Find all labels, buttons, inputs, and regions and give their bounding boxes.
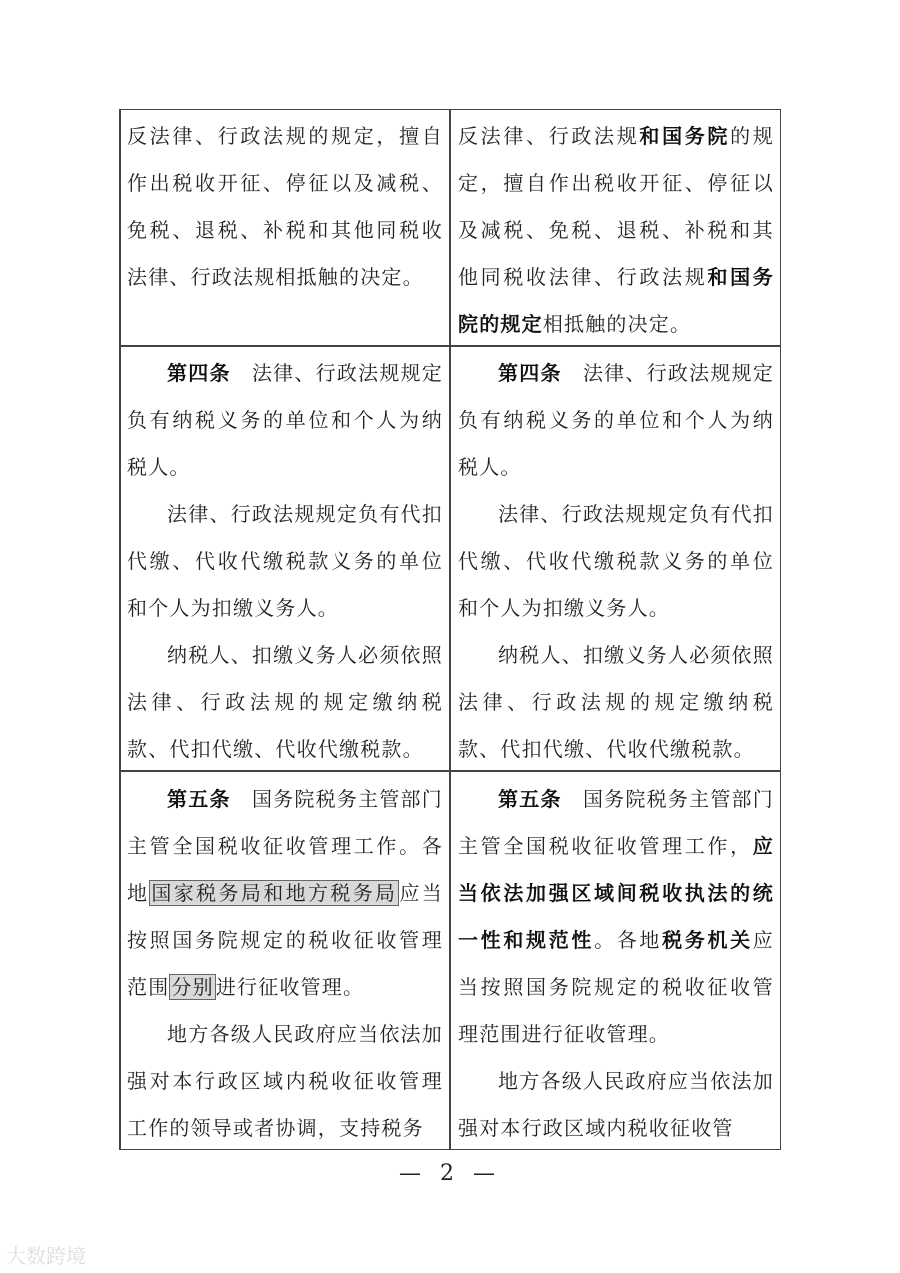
page-number: — 2 — [399, 1161, 501, 1186]
row2-left-cell [127, 350, 443, 768]
row1-left-text: 反法律、行政法规的规定，擅自作出税收开征、停征以及减税、免税、退税、补税和其他同税收法律、行政法规相抵触的决定。 [127, 124, 443, 289]
article-4-para-3: 纳税人、扣缴义务人必须依照法律、行政法规的规定缴纳税款、代扣代缴、代收代缴税款。 [127, 643, 443, 761]
row1-left-cell [127, 113, 443, 343]
table-right-border [780, 110, 782, 1149]
article-4-para-2: 法律、行政法规规定负有代扣代缴、代收代缴税款义务的单位和个人为扣缴义务人。 [458, 502, 774, 620]
row3-right-cell [458, 776, 774, 1148]
row1-right-cell [458, 113, 774, 343]
amended-text: 应当依法加强区域间税收执法的统一性和规范性 [458, 834, 774, 952]
article-5-para-1: 第五条 国务院税务主管部门主管全国税收征收管理工作。各地 国家税务局和地方税务局 应当按照国务院规定的税收征收管理范围 分别 进行征收管理。 [127, 787, 443, 999]
article-5-para-2: 地方各级人民政府应当依法加强对本行政区域内税收征收管 [458, 1069, 774, 1140]
article-4-para-1: 第四条 法律、行政法规规定负有纳税义务的单位和个人为纳税人。 [127, 361, 443, 479]
article-heading: 第四条 [167, 361, 231, 385]
article-5-para-1: 第五条 国务院税务主管部门主管全国税收征收管理工作，应当依法加强区域间税收执法的统一性和规范性。各地税务机关应当按照国务院规定的税收征收管理范围进行征收管理。 [458, 787, 774, 1046]
amended-text: 和国务院的规定 [458, 265, 774, 336]
article-4-para-2: 法律、行政法规规定负有代扣代缴、代收代缴税款义务的单位和个人为扣缴义务人。 [127, 502, 443, 620]
row-divider-1 [119, 345, 781, 347]
row2-right-cell [458, 350, 774, 768]
amended-text: 和国务院 [639, 124, 731, 148]
row-divider-2 [119, 770, 781, 772]
article-5-para-2: 地方各级人民政府应当依法加强对本行政区域内税收征收管理工作的领导或者协调，支持税务 [127, 1022, 443, 1140]
article-heading: 第四条 [498, 361, 562, 385]
watermark-logo: 大数跨境 [6, 1244, 86, 1268]
article-4-para-1: 第四条 法律、行政法规规定负有纳税义务的单位和个人为纳税人。 [458, 361, 774, 479]
article-heading: 第五条 [498, 787, 562, 811]
article-4-para-3: 纳税人、扣缴义务人必须依照法律、行政法规的规定缴纳税款、代扣代缴、代收代缴税款。 [458, 643, 774, 761]
deleted-text-box: 分别 [171, 975, 214, 999]
article-heading: 第五条 [167, 787, 231, 811]
table-left-border [119, 110, 121, 1149]
comparison-table [119, 109, 781, 1150]
row1-right-text: 反法律、行政法规和国务院的规定，擅自作出税收开征、停征以及减税、免税、退税、补税和其他同税收法律、行政法规和国务院的规定相抵触的决定。 [458, 124, 774, 336]
deleted-text-box: 国家税务局和地方税务局 [151, 881, 398, 905]
amended-text: 税务机关 [662, 928, 753, 952]
row3-left-cell [127, 776, 443, 1148]
table-center-divider [449, 110, 451, 1149]
